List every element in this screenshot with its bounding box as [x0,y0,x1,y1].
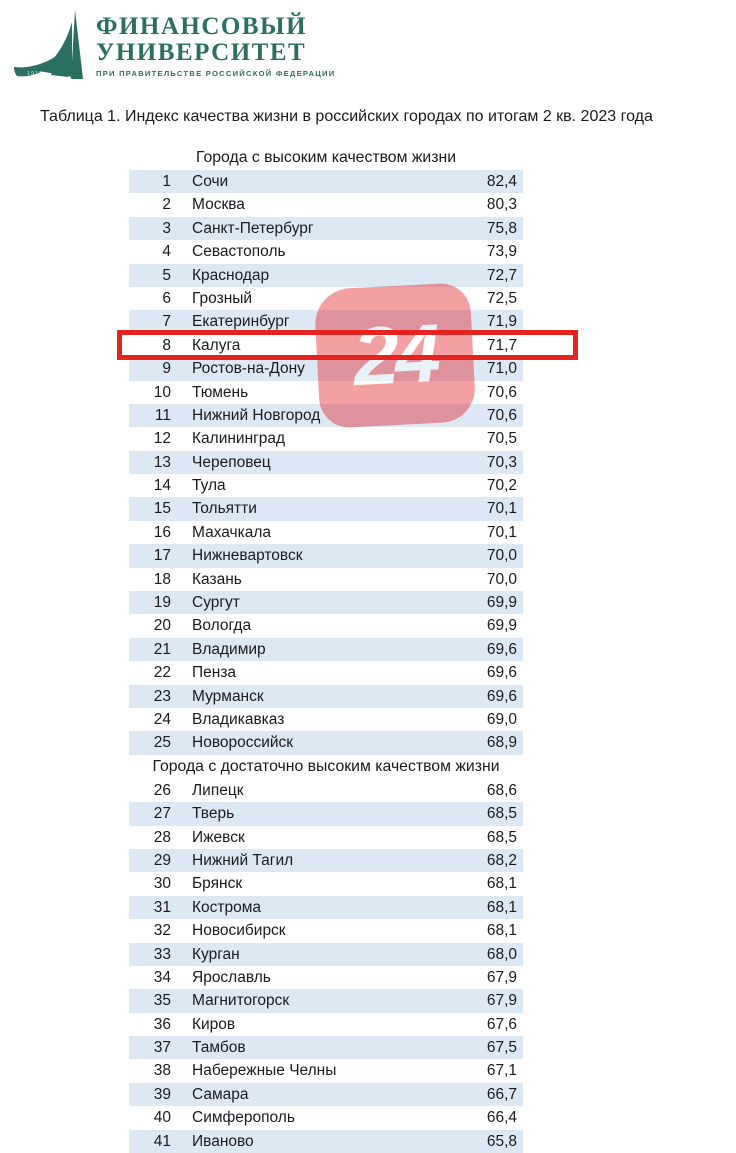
table-row [129,474,523,497]
table-row [129,568,523,591]
table-row [129,779,523,802]
cell-rank: 41 [153,1132,171,1150]
cell-rank: 22 [153,664,171,682]
cell-rank: 28 [153,828,171,846]
cell-rank: 35 [153,992,171,1010]
table-row [129,193,523,216]
cell-value: 67,6 [486,1015,517,1033]
cell-value: 65,8 [486,1132,517,1150]
cell-rank: 26 [153,781,171,799]
cell-rank: 13 [153,453,171,471]
cell-value: 68,1 [486,922,517,940]
cell-value: 75,8 [486,219,517,237]
cell-value: 67,1 [486,1062,517,1080]
table-row [129,287,523,310]
cell-city: Иваново [192,1132,254,1150]
table-row [129,966,523,989]
cell-city: Краснодар [192,266,270,284]
cell-rank: 34 [153,968,171,986]
cell-city: Магнитогорск [192,992,290,1010]
cell-rank: 11 [154,406,171,424]
table-row [129,849,523,872]
cell-value: 68,2 [486,851,517,869]
cell-value: 66,7 [486,1085,517,1103]
section-header: Города с высоким качеством жизни [195,149,457,166]
cell-value: 68,0 [486,945,517,963]
cell-city: Махачкала [192,523,272,541]
cell-city: Пенза [192,664,237,682]
cell-value: 70,5 [486,430,517,448]
cell-rank: 7 [162,313,171,331]
watermark-label: 24 [351,307,439,403]
section-header: Города с достаточно высоким качеством жизни [152,757,500,775]
cell-city: Сочи [192,173,229,190]
cell-rank: 18 [153,570,171,588]
cell-rank: 19 [153,594,171,612]
cell-value: 68,6 [486,781,517,799]
cell-value: 68,5 [486,805,517,823]
cell-rank: 30 [153,875,171,893]
table-row [129,217,523,240]
cell-city: Казань [192,570,242,588]
cell-city: Симферополь [192,1109,295,1127]
table-row [129,334,523,357]
cell-rank: 40 [153,1109,171,1127]
cell-value: 70,1 [486,500,517,518]
table-title: Таблица 1. Индекс качества жизни в российских городах по итогам 2 кв. 2023 года [40,108,653,125]
cell-rank: 2 [162,196,171,214]
cell-value: 82,4 [486,173,517,190]
table-row [129,404,523,427]
cell-value: 71,9 [486,313,517,331]
cell-rank: 25 [153,734,171,752]
table-row [129,661,523,684]
cell-city: Киров [192,1015,236,1033]
cell-rank: 20 [153,617,171,635]
cell-city: Грозный [192,289,253,307]
table-row [129,170,523,193]
cell-rank: 4 [162,243,171,261]
cell-value: 70,0 [486,547,517,565]
table-row [129,427,523,450]
table-row [129,240,523,263]
cell-rank: 31 [153,898,171,916]
cell-value: 69,6 [486,687,517,705]
cell-city: Москва [192,196,245,214]
cell-city: Тольятти [192,500,257,518]
cell-value: 69,9 [486,594,517,612]
cell-rank: 5 [162,266,171,284]
cell-city: Санкт-Петербург [192,219,314,237]
table-row [129,1013,523,1036]
cell-city: Ижевск [192,828,245,846]
cell-city: Курган [192,945,240,963]
cell-value: 72,5 [486,289,517,307]
cell-value: 70,0 [486,570,517,588]
table-row [129,708,523,731]
table-row [129,1036,523,1059]
cell-rank: 21 [153,640,171,658]
cell-rank: 12 [153,430,171,448]
table-row [129,943,523,966]
cell-rank: 23 [153,687,171,705]
cell-value: 70,1 [486,523,517,541]
cell-value: 70,2 [486,477,517,495]
logo-year-badge: 1919 [27,71,44,77]
cell-value: 69,9 [486,617,517,635]
table-row [129,497,523,520]
table-row [129,638,523,661]
cell-city: Новосибирск [192,922,286,940]
table-row [129,1083,523,1106]
cell-rank: 24 [153,710,171,728]
cell-city: Владимир [192,640,266,658]
cell-city: Кострома [192,898,262,916]
cell-city: Самара [192,1085,249,1103]
cell-city: Липецк [192,781,244,799]
cell-city: Севастополь [192,243,286,261]
cell-rank: 27 [153,805,171,823]
table-row [129,896,523,919]
cell-city: Нижневартовск [192,547,303,565]
table-row [129,872,523,895]
cell-city: Ростов-на-Дону [192,360,305,378]
cell-value: 73,9 [486,243,517,261]
cell-city: Сургут [192,594,240,612]
table-row [129,802,523,825]
table-row [129,614,523,637]
table-row [129,989,523,1012]
logo-line-1: ФИНАНСОВЫЙ [96,13,308,40]
cell-rank: 17 [153,547,171,565]
cell-rank: 15 [153,500,171,518]
cell-city: Калининград [192,430,286,448]
cell-rank: 16 [153,523,171,541]
cell-rank: 8 [162,336,171,354]
logo-line-2: УНИВЕРСИТЕТ [96,39,307,66]
cell-city: Череповец [192,453,271,471]
table-row [129,451,523,474]
cell-city: Ярославль [192,968,271,986]
table-row [129,1059,523,1082]
cell-city: Мурманск [192,687,264,705]
cell-city: Нижний Тагил [192,851,294,869]
table-row [129,1130,523,1153]
table-row [129,685,523,708]
cell-value: 69,0 [486,710,517,728]
cell-value: 70,6 [486,383,517,401]
table-row [129,381,523,404]
cell-rank: 36 [153,1015,171,1033]
table-row [129,826,523,849]
table-row [129,521,523,544]
cell-rank: 14 [153,477,171,495]
cell-value: 71,7 [486,336,517,354]
cell-value: 69,6 [486,640,517,658]
table-row [129,731,523,754]
cell-city: Тамбов [192,1039,246,1057]
rating-table [129,146,523,1153]
cell-rank: 1 [162,173,171,190]
cell-city: Тула [192,477,226,495]
table-row [129,544,523,567]
table-row [129,919,523,942]
cell-rank: 32 [153,922,171,940]
cell-city: Владикавказ [192,710,285,728]
logo-subtitle: ПРИ ПРАВИТЕЛЬСТВЕ РОССИЙСКОЙ ФЕДЕРАЦИИ [96,69,336,78]
cell-value: 68,9 [486,734,517,752]
cell-value: 70,6 [486,406,517,424]
table-row [129,591,523,614]
cell-rank: 39 [153,1085,171,1103]
cell-city: Вологда [192,617,252,635]
cell-city: Тюмень [192,383,249,401]
cell-value: 68,1 [486,875,517,893]
cell-rank: 29 [153,851,171,869]
cell-value: 80,3 [486,196,517,214]
cell-city: Калуга [192,336,241,354]
cell-value: 67,9 [486,992,517,1010]
cell-value: 68,1 [486,898,517,916]
cell-city: Екатеринбург [192,313,290,331]
cell-city: Нижний Новгород [192,406,321,424]
cell-city: Брянск [192,875,243,893]
cell-value: 67,5 [486,1039,517,1057]
cell-value: 67,9 [486,968,517,986]
cell-value: 68,5 [486,828,517,846]
cell-rank: 10 [153,383,171,401]
table-row [129,1106,523,1129]
cell-city: Набережные Челны [192,1062,337,1080]
cell-value: 70,3 [486,453,517,471]
cell-value: 71,0 [486,360,517,378]
cell-rank: 37 [153,1039,171,1057]
sail-logo-icon [12,6,92,86]
cell-rank: 33 [153,945,171,963]
cell-value: 69,6 [486,664,517,682]
table-row [129,310,523,333]
cell-rank: 38 [153,1062,171,1080]
cell-value: 72,7 [486,266,517,284]
cell-city: Тверь [192,805,235,823]
cell-rank: 9 [162,360,171,378]
cell-rank: 3 [162,219,171,237]
table-row [129,264,523,287]
table-row [129,357,523,380]
cell-value: 66,4 [486,1109,517,1127]
cell-rank: 6 [162,289,171,307]
university-logo [12,4,432,96]
cell-city: Новороссийск [192,734,294,752]
